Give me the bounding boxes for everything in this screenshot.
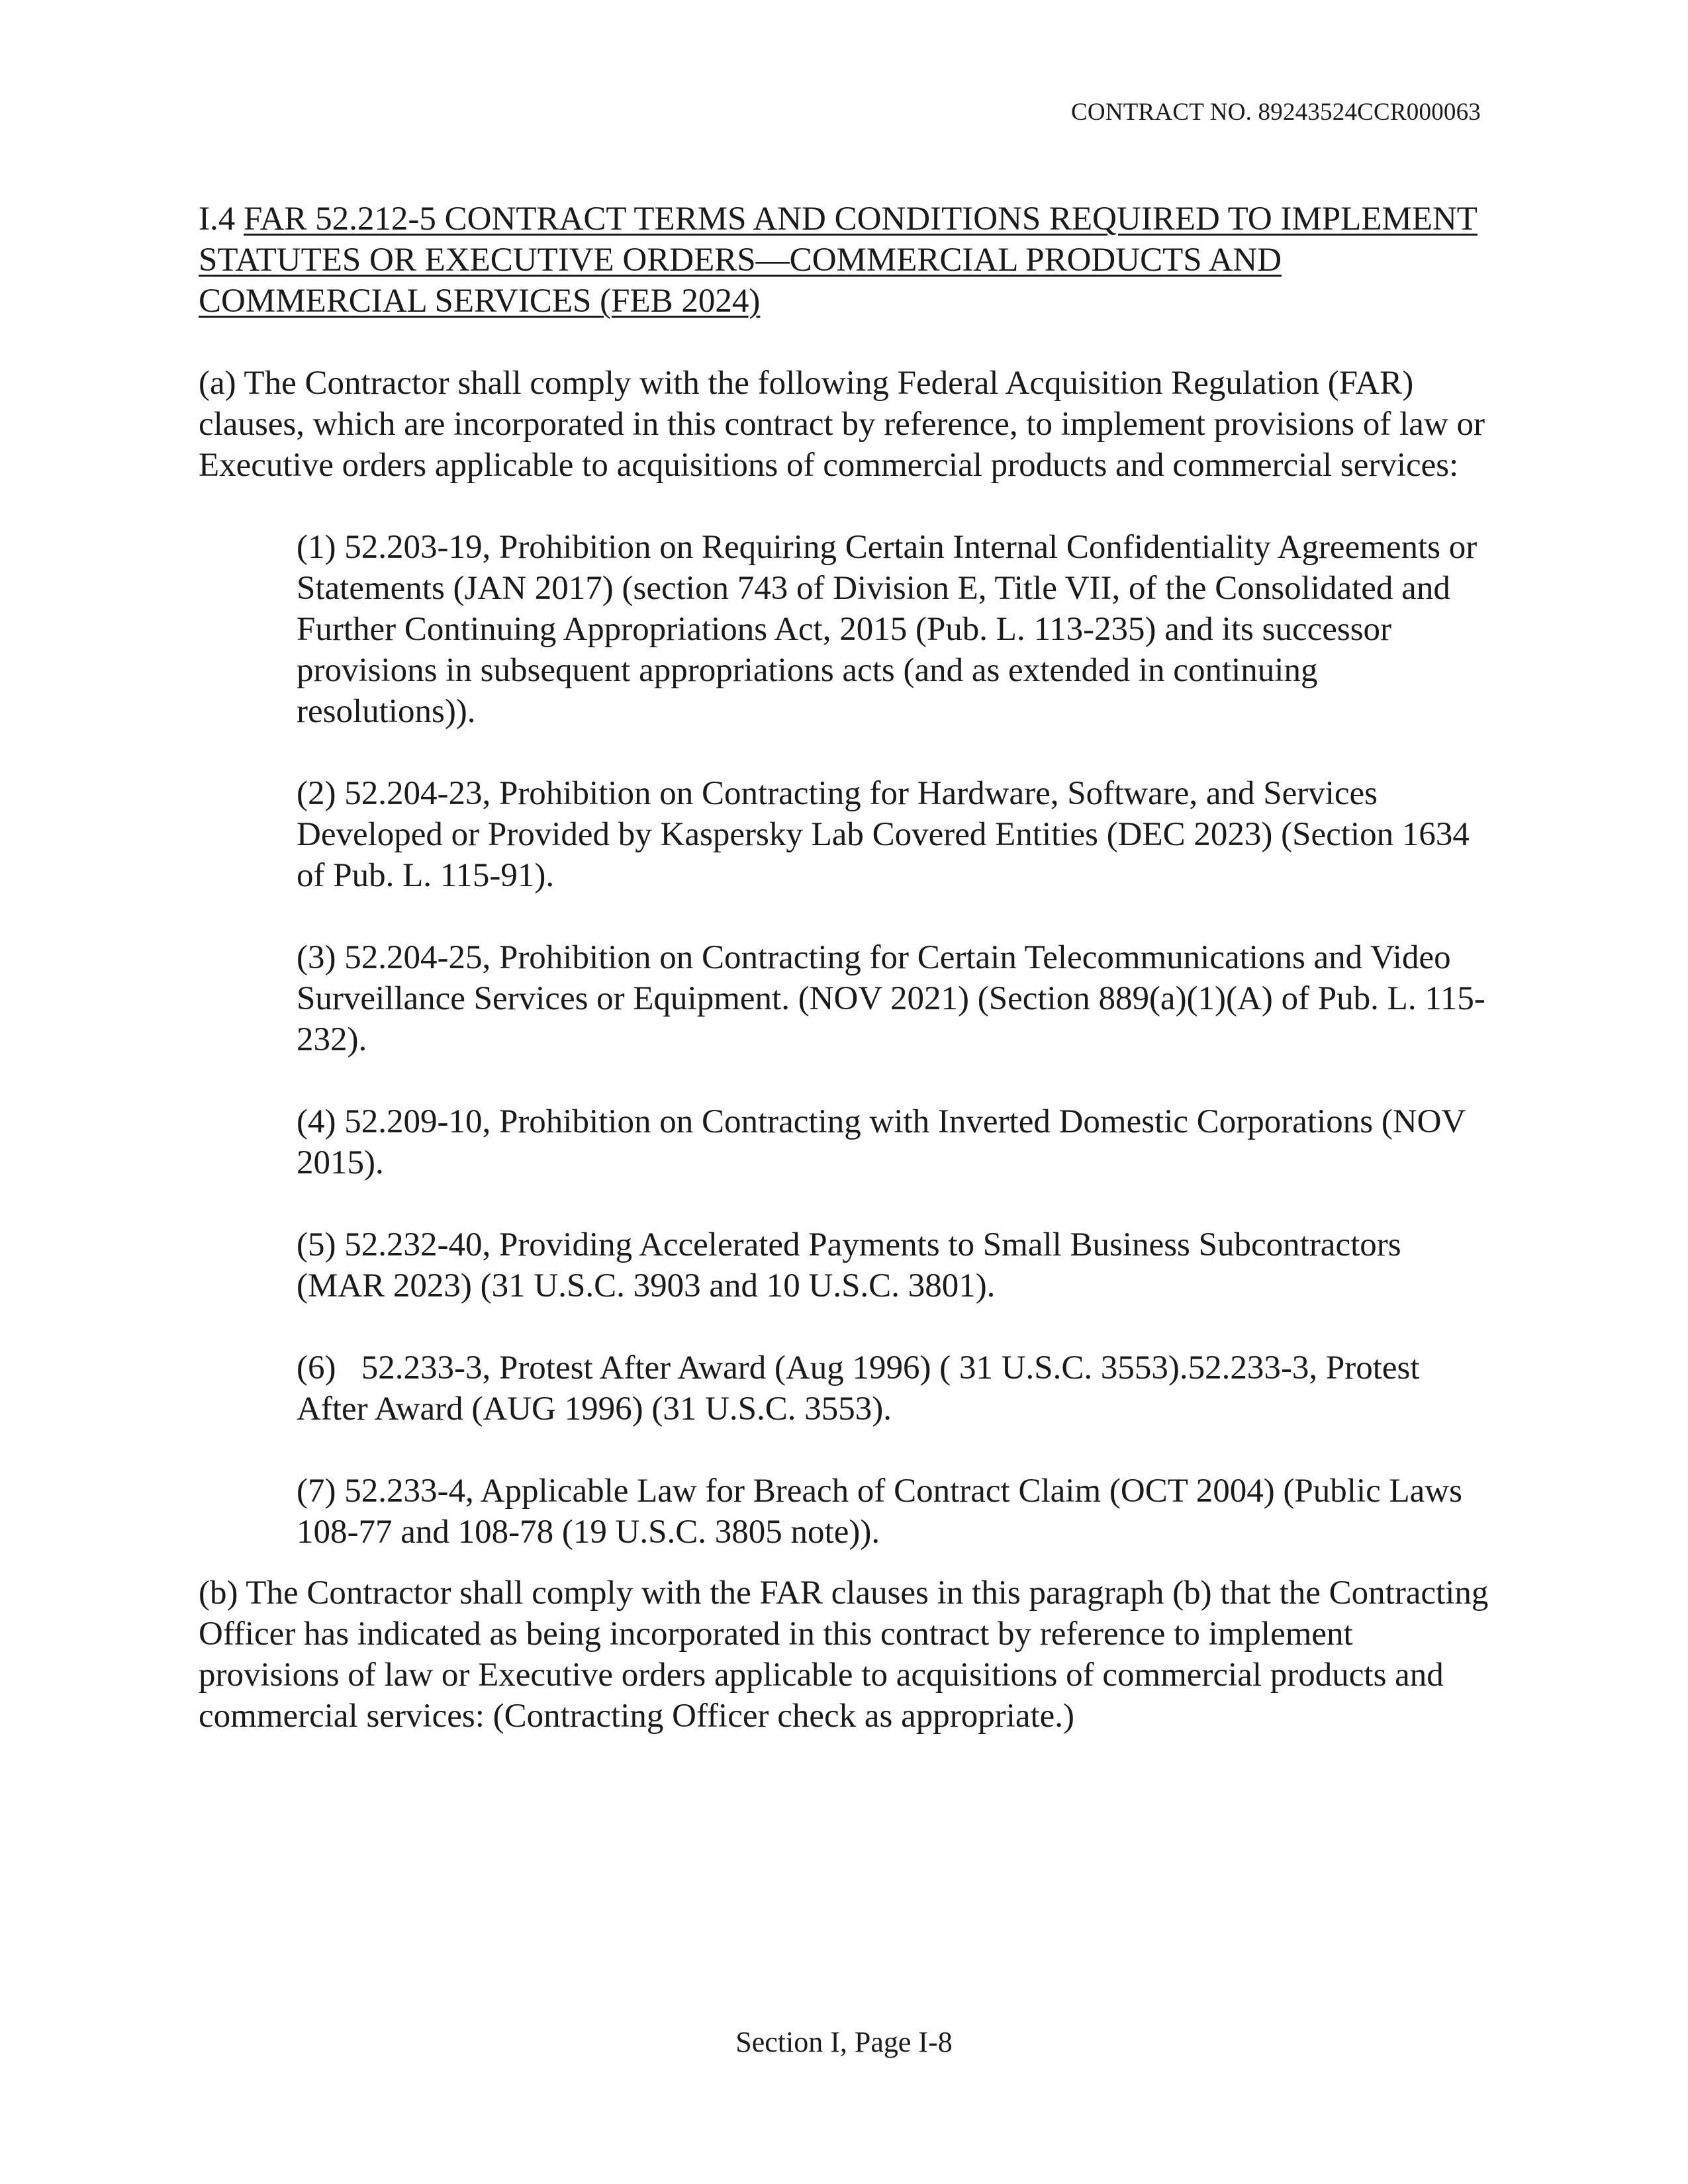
clause-item-2: (2) 52.204-23, Prohibition on Contracting for Hardware, Software, and Services Developed or Provided by Kaspersky Lab Covered Entities (DEC 2023) (Section 1634 of Pub. L. 115-91). [297, 775, 1470, 894]
clause-item-1: (1) 52.203-19, Prohibition on Requiring Certain Internal Confidentiality Agreements or Statements (JAN 2017) (section 743 of Division E, Title VII, of the Consolidated and Further Continuing Appropriations Act, 2015 (Pub. L. 113-235) and its successor provisions in subsequent appropriations acts (and as extended in continuing resolutions)). [297, 529, 1477, 730]
clause-item-7: (7) 52.233-4, Applicable Law for Breach of Contract Claim (OCT 2004) (Public Laws 108-77 and 108-78 (19 U.S.C. 3805 note)). [297, 1473, 1462, 1551]
contract-number: CONTRACT NO. 89243524CCR000063 [1071, 99, 1481, 126]
page-footer: Section I, Page I-8 [735, 2026, 953, 2058]
clause-list [199, 527, 1496, 1553]
paragraph-b: (b) The Contractor shall comply with the FAR clauses in this paragraph (b) that the Contracting Officer has indicated as being incorporated in this contract by reference to implement provisions of law or Executive orders applicable to acquisitions of commercial products and commercial services: (Contracting Officer check as appropriate.) [199, 1574, 1489, 1735]
section-heading [199, 199, 1496, 322]
clause-item-3: (3) 52.204-25, Prohibition on Contracting for Certain Telecommunications and Video Surveillance Services or Equipment. (NOV 2021) (Section 889(a)(1)(A) of Pub. L. 115-232). [297, 939, 1485, 1058]
paragraph-a: (a) The Contractor shall comply with the following Federal Acquisition Regulation (FAR) clauses, which are incorporated in this contract by reference, to implement provisions of law or Executive orders applicable to acquisitions of commercial products and commercial services: [199, 365, 1485, 484]
clause-item-4: (4) 52.209-10, Prohibition on Contracting with Inverted Domestic Corporations (NOV 2015). [297, 1103, 1466, 1181]
clause-item-5: (5) 52.232-40, Providing Accelerated Payments to Small Business Subcontractors (MAR 2023) (31 U.S.C. 3903 and 10 U.S.C. 3801). [297, 1226, 1401, 1304]
section-number: I.4 [199, 201, 236, 238]
document-body [199, 199, 1496, 1737]
section-title: FAR 52.212-5 CONTRACT TERMS AND CONDITIONS REQUIRED TO IMPLEMENT STATUTES OR EXECUTIVE ORDERS—COMMERCIAL PRODUCTS AND COMMERCIAL SERVICES (FEB 2024) [199, 201, 1477, 320]
clause-item-6: (6) 52.233-3, Protest After Award (Aug 1996) ( 31 U.S.C. 3553).52.233-3, Protest After Award (AUG 1996) (31 U.S.C. 3553). [297, 1349, 1427, 1428]
